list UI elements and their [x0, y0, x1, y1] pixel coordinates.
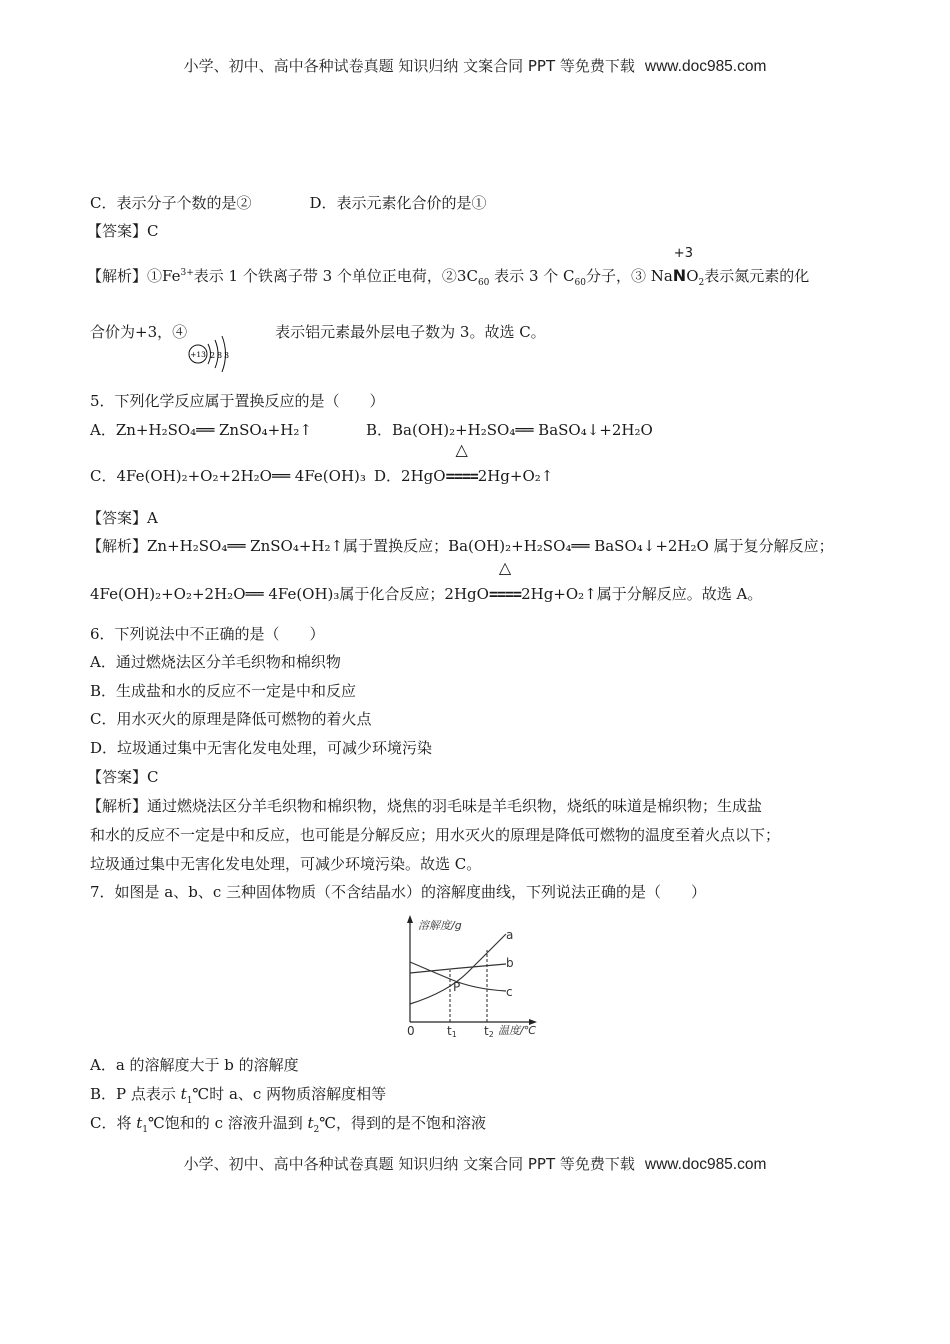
superscript: 3+ [180, 268, 194, 278]
q5-stem: 5．下列化学反应属于置换反应的是（ ） [90, 392, 385, 410]
q6-answer: 【答案】C [87, 768, 159, 786]
text: ①Fe [147, 267, 181, 285]
q7-option-b [90, 1084, 386, 1104]
header-url[interactable]: www.doc985.com [644, 58, 767, 75]
reaction-arrow [445, 440, 478, 486]
q4-option-c: C．表示分子个数的是② [90, 194, 252, 212]
subscript: 2 [313, 1125, 320, 1135]
heat-condition-icon: △ [455, 440, 468, 459]
curve-a-label: a [506, 928, 514, 942]
q5-option-d [374, 440, 554, 486]
footer-text: 小学、初中、高中各种试卷真题 知识归纳 文案合同 PPT 等免费下载 [183, 1155, 635, 1173]
q5-option-b-equation: Ba(OH)₂+H₂SO₄══ BaSO₄↓+2H₂O [392, 421, 653, 439]
curve-b-label: b [506, 956, 514, 970]
q6-option-b: B．生成盐和水的反应不一定是中和反应 [90, 682, 357, 700]
q5-option-c [90, 466, 366, 486]
text: C．将 [90, 1114, 137, 1132]
q6-option-c: C．用水灭火的原理是降低可燃物的着火点 [90, 710, 372, 728]
q4-answer: 【答案】C [87, 222, 159, 240]
q6-analysis-line3: 垃圾通过集中无害化发电处理，可减少环境污染。故选 C。 [90, 855, 482, 873]
x-tick-t1: t1 [447, 1024, 457, 1039]
variable-t: t [136, 1114, 143, 1132]
element-symbol: N [672, 266, 687, 285]
x-tick-0: 0 [407, 1024, 415, 1038]
atom-nucleus: +13 [190, 350, 206, 359]
option-label: C． [90, 467, 117, 485]
q6-option-d: D．垃圾通过集中无害化发电处理，可减少环境污染 [90, 739, 433, 757]
q7-option-c [90, 1113, 486, 1133]
heat-condition-icon: △ [498, 558, 512, 577]
subscript: 60 [574, 278, 586, 288]
x-tick-t2: t2 [484, 1024, 494, 1039]
y-axis-label: 溶解度/g [418, 919, 462, 932]
text: 2Hg+O₂↑ [477, 467, 554, 485]
option-label: B． [366, 421, 393, 439]
equals-sign: ==== [488, 585, 522, 603]
x-axis-label: 温度/℃ [498, 1024, 537, 1037]
footer-url[interactable]: www.doc985.com [644, 1156, 767, 1173]
q6-analysis-line2: 和水的反应不一定是中和反应，也可能是分解反应；用水灭火的原理是降低可燃物的温度至着火点以下； [90, 826, 781, 844]
y-axis-arrow-icon [407, 915, 413, 923]
shell-1: 2 [210, 351, 216, 360]
q5-analysis-line1: 【解析】Zn+H₂SO₄══ ZnSO₄+H₂↑属于置换反应；Ba(OH)₂+H₂SO₄══ BaSO₄↓+2H₂O 属于复分解反应； [87, 537, 834, 555]
q5-options-ab [90, 420, 312, 440]
q4-analysis-line2 [90, 322, 546, 342]
text: 表示 1 个铁离子带 3 个单位正电荷，②3C [193, 267, 478, 285]
point-p-label: P [453, 980, 461, 994]
analysis-label: 【解析】 [87, 267, 148, 285]
shell-3: 3 [224, 351, 230, 360]
option-label: D． [374, 467, 402, 485]
q6-stem: 6．下列说法中不正确的是（ ） [90, 625, 325, 643]
header-text: 小学、初中、高中各种试卷真题 知识归纳 文案合同 PPT 等免费下载 [183, 57, 635, 75]
q4-option-d: D．表示元素化合价的是① [309, 194, 487, 212]
text: ℃饱和的 c 溶液升温到 [148, 1114, 308, 1132]
text: ℃时 a、c 两物质溶解度相等 [192, 1085, 387, 1103]
subscript: 60 [477, 278, 490, 288]
q6-option-a: A．通过燃烧法区分羊毛织物和棉织物 [90, 653, 341, 671]
page-footer [0, 1153, 950, 1174]
text: 2Hg+O₂↑属于分解反应。故选 A。 [521, 585, 763, 603]
subscript: 1 [142, 1125, 149, 1135]
q4-options-cd [90, 193, 487, 213]
curve-c-label: c [506, 985, 513, 999]
q4-analysis-line1 [87, 246, 810, 288]
option-label: A． [90, 421, 116, 439]
q5-analysis-line2 [90, 558, 763, 604]
text: 分子，③ Na [585, 267, 673, 285]
q5-option-b [366, 420, 653, 440]
shell-2: 8 [217, 351, 223, 360]
q6-analysis-line1: 【解析】通过燃烧法区分羊毛织物和棉织物，烧焦的羽毛味是羊毛织物，烧纸的味道是棉织物；生成盐 [87, 797, 763, 815]
reaction-arrow [488, 558, 522, 604]
solubility-curve-chart [398, 912, 548, 1039]
text: B．P 点表示 [90, 1085, 181, 1103]
valence-label: +3 [673, 246, 693, 261]
q7-stem: 7．如图是 a、b、c 三种固体物质（不含结晶水）的溶解度曲线，下列说法正确的是（ ） [90, 883, 707, 901]
variable-t: t [307, 1114, 314, 1132]
variable-t: t [180, 1085, 187, 1103]
equals-sign: ==== [445, 467, 478, 485]
valence-marked-element [672, 246, 693, 286]
text: 表示氮元素的化 [704, 267, 810, 285]
page-header [0, 55, 950, 76]
text: 2HgO [401, 467, 446, 485]
text: ℃，得到的是不饱和溶液 [319, 1114, 487, 1132]
subscript: 2 [698, 278, 705, 288]
text: O [686, 267, 699, 285]
subscript: 1 [186, 1096, 193, 1106]
text: 合价为+3，④ [90, 323, 188, 341]
q5-option-a-equation: Zn+H₂SO₄══ ZnSO₄+H₂↑ [115, 421, 312, 439]
q7-option-a: A．a 的溶解度大于 b 的溶解度 [90, 1056, 299, 1074]
aluminum-atom-diagram-icon [188, 332, 236, 374]
text: 表示 3 个 C [489, 267, 575, 285]
text: 表示铝元素最外层电子数为 3。故选 C。 [275, 323, 546, 341]
q5-option-c-equation: 4Fe(OH)₂+O₂+2H₂O══ 4Fe(OH)₃ [116, 467, 366, 485]
text: 4Fe(OH)₂+O₂+2H₂O══ 4Fe(OH)₃属于化合反应；2HgO [90, 585, 489, 603]
q5-answer: 【答案】A [87, 509, 158, 527]
